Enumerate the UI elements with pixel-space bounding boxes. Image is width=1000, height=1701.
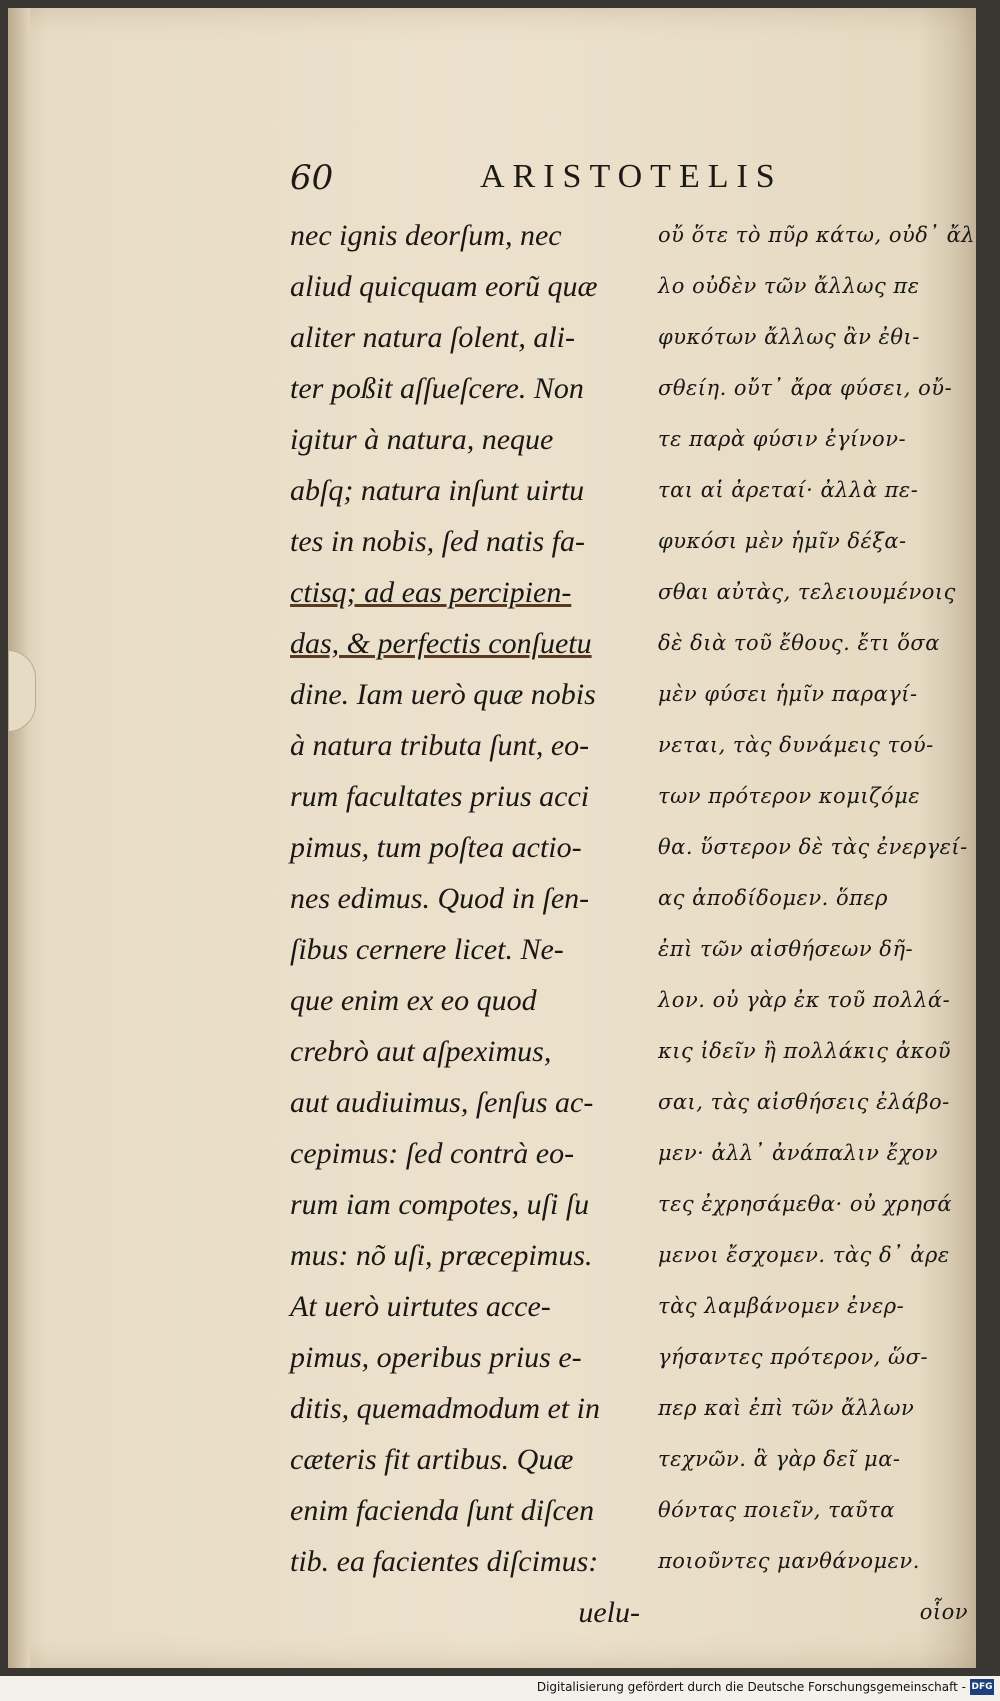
text-line: das, & perfectis conſuetu (290, 627, 592, 660)
text-line: θόντας ποιεῖν, ταῦτα (658, 1498, 895, 1522)
text-line: ποιοῦντες μανθάνομεν. (658, 1549, 920, 1573)
text-line: λο οὐδὲν τῶν ἄλλως πε (658, 274, 920, 298)
text-line: θα. ὕστερον δὲ τὰς ἐνεργεί- (658, 835, 968, 859)
text-line: ας ἀποδίδομεν. ὅπερ (658, 886, 888, 910)
text-line: φυκότων ἄλλως ἂν ἐθι- (658, 325, 920, 349)
catchword: οἷον (919, 1600, 968, 1624)
text-line: μεν· ἀλλ᾽ ἀνάπαλιν ἔχον (658, 1141, 939, 1165)
text-line: ἐπὶ τῶν αἰσθήσεων δῆ- (658, 937, 914, 961)
text-line: τες ἐχρησάμεθα· οὐ χρησά (658, 1192, 953, 1216)
text-line: igitur à natura, neque (290, 423, 554, 456)
text-line: nes edimus. Quod in ſen- (290, 882, 590, 915)
text-line: λον. οὐ γὰρ ἐκ τοῦ πολλά- (658, 988, 951, 1012)
text-line: abſq; natura inſunt uirtu (290, 474, 585, 507)
text-line: ſibus cernere licet. Ne- (290, 933, 564, 966)
running-head (290, 158, 830, 204)
text-line: enim facienda ſunt diſcen (290, 1494, 595, 1527)
text-line: que enim ex eo quod (290, 984, 537, 1017)
text-line: rum iam compotes, uſi ſu (290, 1188, 590, 1221)
text-line: ter poßit aſſueſcere. Non (290, 372, 584, 405)
digitization-footer (0, 1676, 1000, 1701)
text-line: κις ἰδεῖν ἢ πολλάκις ἀκοῦ (658, 1039, 952, 1063)
text-line: mus: nõ uſi, præcepimus. (290, 1239, 593, 1272)
text-line: μὲν φύσει ἡμῖν παραγί- (658, 682, 918, 706)
text-line: tib. ea facientes diſcimus: (290, 1545, 599, 1578)
text-line: pimus, operibus prius e- (290, 1341, 582, 1374)
footer-credit: Digitalisierung gefördert durch die Deutsche Forschungsgemeinschaft - (536, 1680, 966, 1694)
catchword: uelu- (578, 1596, 640, 1629)
text-line: aliter natura ſolent, ali- (290, 321, 575, 354)
text-line: φυκόσι μὲν ἡμῖν δέξα- (658, 529, 907, 553)
text-line: των πρότερον κομιζόμε (658, 784, 921, 808)
text-line: ται αἱ ἀρεταί· ἀλλὰ πε- (658, 478, 919, 502)
text-line: σθείη. οὔτ᾽ ἄρα φύσει, οὔ- (658, 376, 953, 400)
page-gutter (8, 8, 30, 1668)
text-line: pimus, tum poſtea actio- (290, 831, 582, 864)
text-line: περ καὶ ἐπὶ τῶν ἄλλων (658, 1396, 915, 1420)
text-line: τὰς λαμβάνομεν ἐνερ- (658, 1294, 905, 1318)
greek-column (658, 210, 976, 1638)
text-line: τεχνῶν. ἃ γὰρ δεῖ μα- (658, 1447, 901, 1471)
text-line: νεται, τὰς δυνάμεις τού- (658, 733, 934, 757)
dfg-logo: DFG (970, 1679, 994, 1695)
text-line: à natura tributa ſunt, eo- (290, 729, 590, 762)
text-line: aliud quicquam eorũ quæ (290, 270, 598, 303)
book-page (8, 8, 976, 1668)
text-line: cepimus: ſed contrà eo- (290, 1137, 575, 1170)
text-line: At uerò uirtutes acce- (290, 1290, 551, 1323)
text-line: ctisq; ad eas percipien- (290, 576, 572, 609)
text-line: οὔ ὅτε τὸ πῦρ κάτω, οὐδ᾽ ἄλ (658, 223, 976, 247)
text-line: dine. Iam uerò quæ nobis (290, 678, 596, 711)
text-line: aut audiuimus, ſenſus ac- (290, 1086, 594, 1119)
text-line: σαι, τὰς αἰσθήσεις ἐλάβο- (658, 1090, 950, 1114)
text-line: τε παρὰ φύσιν ἐγίνον- (658, 427, 907, 451)
text-line: rum facultates prius acci (290, 780, 590, 813)
text-line: crebrò aut aſpeximus, (290, 1035, 552, 1068)
running-title: ARISTOTELIS (480, 158, 783, 195)
text-line: nec ignis deorſum, nec (290, 219, 562, 252)
text-line: cæteris fit artibus. Quæ (290, 1443, 574, 1476)
text-line: ditis, quemadmodum et in (290, 1392, 600, 1425)
folio-number: 60 (290, 158, 334, 198)
text-line: δὲ διὰ τοῦ ἔθους. ἔτι ὅσα (658, 631, 940, 655)
text-line: μενοι ἔσχομεν. τὰς δ᾽ ἀρε (658, 1243, 950, 1267)
text-line: tes in nobis, ſed natis fa- (290, 525, 585, 558)
text-line: σθαι αὐτὰς, τελειουμένοις (658, 580, 956, 604)
latin-column (290, 210, 640, 1638)
text-line: γήσαντες πρότερον, ὥσ- (658, 1345, 929, 1369)
page-tab-mark (8, 650, 36, 732)
